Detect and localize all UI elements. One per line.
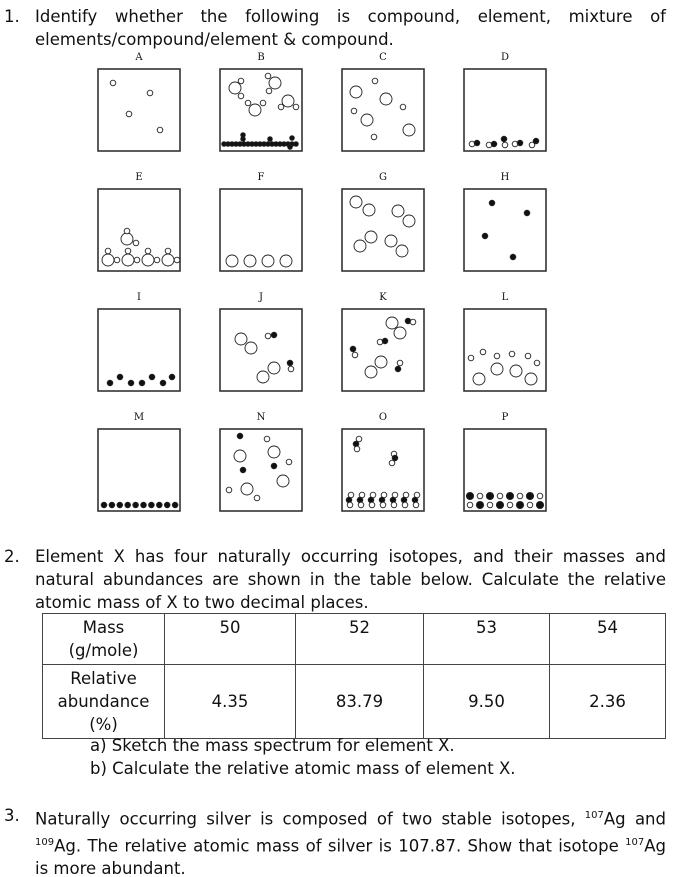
open-atom [350, 196, 362, 208]
open-atom [397, 360, 403, 366]
open-atom [268, 362, 280, 374]
particle-box-n [219, 412, 303, 512]
open-atom [238, 93, 244, 99]
open-atom [254, 495, 260, 501]
filled-atom [149, 502, 155, 508]
filled-atom [536, 501, 543, 508]
isotope-mass: 109 [35, 836, 55, 848]
open-atom [244, 255, 256, 267]
filled-atom [476, 501, 483, 508]
row-header: Relative abundance (%) [43, 665, 165, 739]
open-atom [245, 100, 251, 106]
table-row [43, 665, 666, 739]
open-atom [400, 104, 406, 110]
open-atom [354, 240, 366, 252]
particle-diagram [341, 188, 425, 272]
particle-diagram [463, 428, 547, 512]
open-atom [265, 73, 271, 79]
open-atom [525, 353, 531, 359]
q3-and: and [625, 809, 666, 829]
q3-text-2: . The relative atomic mass of silver is 107.87. Show that isotope [75, 836, 626, 855]
open-atom [288, 366, 294, 372]
open-atom [278, 104, 284, 110]
filled-atom [288, 145, 293, 150]
open-atom [491, 363, 503, 375]
filled-atom [516, 501, 523, 508]
question-number: 3. [4, 806, 20, 825]
filled-atom [526, 492, 533, 499]
isotope-table [42, 613, 666, 739]
open-atom [124, 228, 130, 234]
particle-diagram [463, 68, 547, 152]
particle-box-j [219, 292, 303, 392]
open-atom [266, 88, 272, 94]
open-atom [502, 142, 508, 148]
open-atom [257, 371, 269, 383]
open-atom [509, 351, 515, 357]
open-atom [494, 353, 500, 359]
open-atom [537, 493, 543, 499]
particle-diagram [97, 188, 181, 272]
open-atom [347, 502, 353, 508]
open-atom [480, 349, 486, 355]
box-label: G [379, 172, 387, 183]
particle-diagram [341, 68, 425, 152]
particle-diagram [463, 188, 547, 272]
box-frame [98, 429, 180, 511]
open-atom [477, 493, 483, 499]
open-atom [410, 319, 416, 325]
open-atom [380, 93, 392, 105]
particle-box-d [463, 52, 547, 152]
open-atom [517, 493, 523, 499]
box-label: K [379, 292, 387, 303]
box-label: L [501, 292, 509, 303]
particle-box-f [219, 172, 303, 272]
open-atom [235, 333, 247, 345]
mass-cell: 50 [165, 614, 296, 665]
open-atom [125, 248, 131, 254]
particle-box-p [463, 412, 547, 512]
open-atom [241, 483, 253, 495]
filled-atom [395, 366, 401, 372]
filled-atom [496, 501, 503, 508]
open-atom [365, 366, 377, 378]
filled-atom [125, 502, 131, 508]
open-atom [282, 95, 294, 107]
open-atom [126, 111, 132, 117]
particle-box-e [97, 172, 181, 272]
box-label: B [257, 52, 265, 63]
filled-atom [474, 140, 480, 146]
particle-box-o [341, 412, 425, 512]
open-atom [392, 205, 404, 217]
open-atom [467, 502, 473, 508]
filled-atom [160, 380, 166, 386]
filled-atom [157, 502, 163, 508]
isotope-mass: 107 [584, 810, 604, 821]
particle-diagram [97, 308, 181, 392]
particle-box-h [463, 172, 547, 272]
box-label: J [258, 292, 263, 303]
filled-atom [172, 502, 178, 508]
abundance-cell: 2.36 [550, 665, 666, 739]
open-atom [487, 502, 493, 508]
open-atom [157, 127, 163, 133]
open-atom [468, 355, 474, 361]
open-atom [162, 254, 174, 266]
isotope-symbol: Ag [603, 809, 626, 829]
particle-diagram [97, 428, 181, 512]
open-atom [238, 78, 244, 84]
open-atom [154, 257, 160, 263]
filled-atom [109, 502, 115, 508]
filled-atom [382, 338, 388, 344]
filled-atom [506, 492, 513, 499]
filled-atom [139, 380, 145, 386]
open-atom [145, 248, 151, 254]
box-label: P [501, 412, 509, 423]
filled-atom [486, 492, 493, 499]
open-atom [234, 450, 246, 462]
question-number: 2. [4, 547, 20, 566]
filled-atom [117, 502, 123, 508]
row-header: Mass (g/mole) [43, 614, 165, 665]
open-atom [122, 254, 134, 266]
abundance-cell: 83.79 [296, 665, 424, 739]
question-2 [4, 545, 666, 614]
open-atom [142, 254, 154, 266]
open-atom [396, 245, 408, 257]
particle-diagram [97, 68, 181, 152]
open-atom [265, 333, 271, 339]
open-atom [369, 502, 375, 508]
filled-atom [517, 140, 523, 146]
open-atom [268, 446, 280, 458]
filled-atom [466, 492, 473, 499]
box-label: F [257, 172, 265, 183]
open-atom [497, 493, 503, 499]
box-label: E [135, 172, 143, 183]
filled-atom [489, 200, 495, 206]
particle-diagram [463, 308, 547, 392]
open-atom [389, 460, 395, 466]
q3-text-3: is more abundant. [35, 859, 186, 877]
particle-diagram [219, 308, 303, 392]
open-atom [403, 215, 415, 227]
filled-atom [169, 374, 175, 380]
particle-diagram [219, 188, 303, 272]
filled-atom [240, 467, 246, 473]
open-atom [245, 342, 257, 354]
box-label: O [378, 412, 388, 423]
open-atom [354, 446, 360, 452]
open-atom [277, 475, 289, 487]
open-atom [380, 502, 386, 508]
open-atom [403, 124, 415, 136]
open-atom [249, 104, 261, 116]
open-atom [102, 254, 114, 266]
abundance-cell: 9.50 [424, 665, 550, 739]
open-atom [473, 373, 485, 385]
question-text: Identify whether the following is compound, element, mixture of elements/compound/element & compound. [35, 7, 666, 49]
open-atom [110, 80, 116, 86]
open-atom [260, 100, 266, 106]
filled-atom [290, 136, 295, 141]
filled-atom [510, 254, 516, 260]
box-frame [220, 429, 302, 511]
filled-atom [287, 360, 293, 366]
open-atom [114, 257, 120, 263]
box-label: M [133, 412, 145, 423]
open-atom [386, 317, 398, 329]
open-atom [391, 502, 397, 508]
filled-atom [141, 502, 147, 508]
open-atom [165, 248, 171, 254]
open-atom [352, 352, 358, 358]
open-atom [105, 248, 111, 254]
open-atom [286, 459, 292, 465]
filled-atom [117, 374, 123, 380]
isotope-symbol: Ag [644, 836, 666, 855]
particle-box-m [97, 412, 181, 512]
open-atom [375, 356, 387, 368]
filled-atom [101, 502, 107, 508]
particle-box-c [341, 52, 425, 152]
open-atom [293, 104, 299, 110]
particle-box-g [341, 172, 425, 272]
open-atom [121, 233, 133, 245]
open-atom [507, 502, 513, 508]
filled-atom [501, 136, 507, 142]
open-atom [229, 82, 241, 94]
isotope-symbol: Ag [54, 836, 76, 855]
open-atom [402, 502, 408, 508]
open-atom [280, 255, 292, 267]
open-atom [226, 487, 232, 493]
box-label: D [500, 52, 510, 63]
particle-diagram [341, 428, 425, 512]
open-atom [534, 360, 540, 366]
filled-atom [294, 142, 299, 147]
filled-atom [491, 141, 497, 147]
filled-atom [241, 133, 246, 138]
filled-atom [268, 137, 273, 142]
open-atom [525, 373, 537, 385]
open-atom [358, 502, 364, 508]
open-atom [262, 255, 274, 267]
open-atom [510, 365, 522, 377]
isotope-mass: 107 [625, 836, 645, 848]
filled-atom [164, 502, 170, 508]
open-atom [174, 257, 180, 263]
open-atom [361, 114, 373, 126]
open-atom [371, 134, 377, 140]
filled-atom [271, 332, 277, 338]
open-atom [350, 86, 362, 98]
part-a: a) Sketch the mass spectrum for element X. [90, 736, 455, 755]
box-label: N [256, 412, 266, 423]
filled-atom [271, 463, 277, 469]
box-label: H [500, 172, 510, 183]
table-row [43, 614, 666, 665]
mass-cell: 52 [296, 614, 424, 665]
open-atom [527, 502, 533, 508]
open-atom [372, 78, 378, 84]
open-atom [264, 436, 270, 442]
mass-cell: 53 [424, 614, 550, 665]
open-atom [133, 240, 139, 246]
question-number: 1. [4, 7, 20, 26]
open-atom [269, 77, 281, 89]
particle-box-i [97, 292, 181, 392]
particle-diagram [341, 308, 425, 392]
filled-atom [482, 233, 488, 239]
filled-atom [237, 433, 243, 439]
open-atom [351, 108, 357, 114]
mass-cell: 54 [550, 614, 666, 665]
box-frame [98, 309, 180, 391]
open-atom [134, 257, 140, 263]
open-atom [365, 231, 377, 243]
filled-atom [128, 380, 134, 386]
particle-box-l [463, 292, 547, 392]
open-atom [413, 502, 419, 508]
box-label: A [135, 52, 143, 63]
particle-box-b [219, 52, 303, 152]
box-frame [464, 189, 546, 271]
particle-box-k [341, 292, 425, 392]
abundance-cell: 4.35 [165, 665, 296, 739]
box-label: C [379, 52, 387, 63]
question-text [35, 804, 666, 877]
filled-atom [524, 210, 530, 216]
filled-atom [533, 138, 539, 144]
particle-diagram [219, 68, 303, 152]
question-text: Element X has four naturally occurring isotopes, and their masses and natural abundances are shown in the table below. Calculate the relative atomic mass of X to two decimal places. [35, 547, 666, 612]
question-1 [4, 5, 666, 51]
filled-atom [350, 346, 356, 352]
q3-text-1: Naturally occurring silver is composed of two stable isotopes, [35, 809, 576, 829]
open-atom [394, 327, 406, 339]
filled-atom [149, 374, 155, 380]
part-b: b) Calculate the relative atomic mass of element X. [90, 759, 516, 778]
open-atom [147, 90, 153, 96]
particle-box-a [97, 52, 181, 152]
filled-atom [107, 380, 113, 386]
box-frame [464, 429, 546, 511]
question-3 [4, 804, 666, 877]
open-atom [226, 255, 238, 267]
particle-diagram [219, 428, 303, 512]
open-atom [363, 204, 375, 216]
filled-atom [133, 502, 139, 508]
open-atom [385, 235, 397, 247]
box-label: I [137, 292, 141, 303]
